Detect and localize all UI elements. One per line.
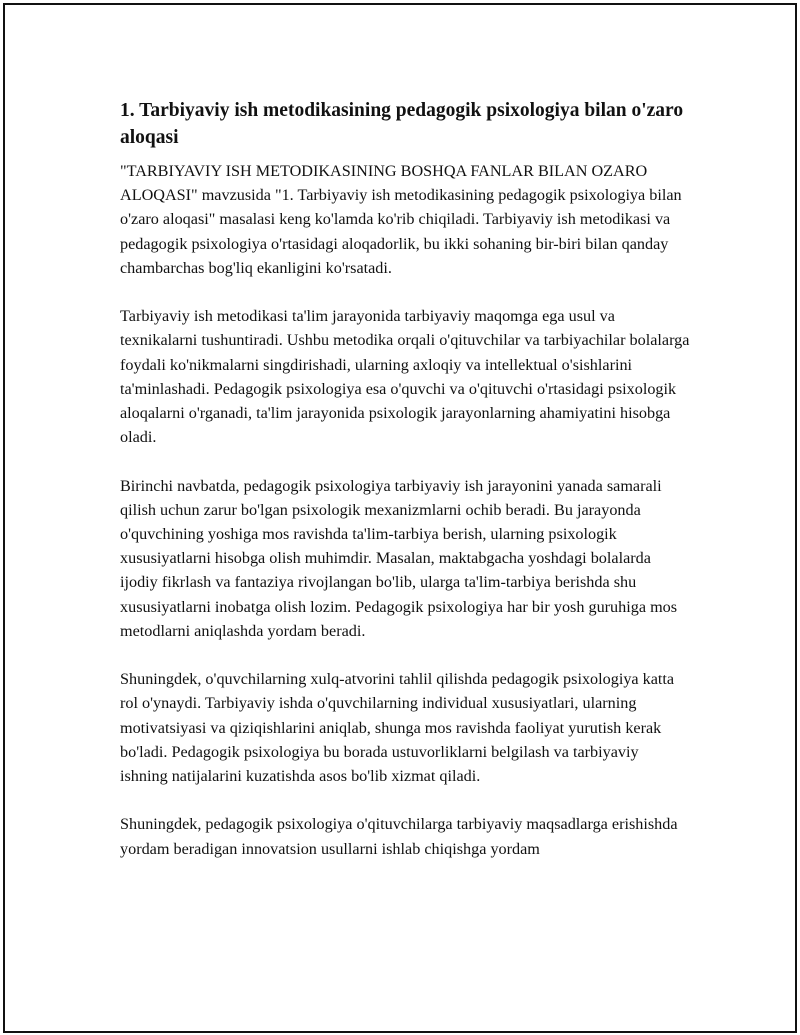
paragraph-5: Shuningdek, pedagogik psixologiya o'qituvchilarga tarbiyaviy maqsadlarga erishishda yordam beradigan innovatsion usullarni ishlab chiqishga yordam: [120, 815, 678, 858]
paragraph-1: "TARBIYAVIY ISH METODIKASINING BOSHQA FANLAR BILAN OZARO ALOQASI" mavzusida "1. Tarbiyaviy ish metodikasining pedagogik psixologiya bilan o'zaro aloqasi" masalasi keng ko'lamda ko'rib chiqiladi. Tarbiyaviy ish metodikasi va pedagogik psixologiya o'rtasidagi aloqadorlik, bu ikki sohaning bir-biri bilan qanday chambarchas bog'liq ekanligini ko'rsatadi.: [120, 162, 682, 277]
paragraph-4: Shuningdek, o'quvchilarning xulq-atvorini tahlil qilishda pedagogik psixologiya katta rol o'ynaydi. Tarbiyaviy ishda o'quvchilarning individual xususiyatlari, ularning motivatsiyasi va qiziqishlarini aniqlab, shunga mos ravishda faoliyat yurutish kerak bo'ladi. Pedagogik psixologiya bu borada ustuvorliklarni belgilash va tarbiyaviy ishning natijalarini kuzatishda asos bo'lib xizmat qiladi.: [120, 670, 675, 786]
document-page: [3, 3, 797, 1033]
paragraph-3: Birinchi navbatda, pedagogik psixologiya tarbiyaviy ish jarayonini yanada samarali qilish uchun zarur bo'lgan psixologik mexanizmlarni ochib beradi. Bu jarayonda o'quvchining yoshiga mos ravishda ta'lim-tarbiya berish, ularning psixologik xususiyatlarni hisobga olish muhimdir. Masalan, maktabgacha yoshdagi bolalarda ijodiy fikrlash va fantaziya rivojlangan bo'lib, ularga ta'lim-tarbiya berishda shu xususiyatlarni inobatga olish lozim. Pedagogik psixologiya har bir yosh guruhiga mos metodlarni aniqlashda yordam beradi.: [120, 476, 678, 640]
paragraph-2: Tarbiyaviy ish metodikasi ta'lim jarayonida tarbiyaviy maqomga ega usul va texnikalarni tushuntiradi. Ushbu metodika orqali o'qituvchilar va tarbiyachilar bolalarga foydali ko'nikmalarni singdirishadi, ularning axloqiy va intellektual o'sishlarini ta'minlashadi. Pedagogik psixologiya esa o'quvchi va o'qituvchi o'rtasidagi psixologik aloqalarni o'rganadi, ta'lim jarayonida psixologik jarayonlarning ahamiyatini hisobga oladi.: [120, 307, 690, 447]
section-heading: 1. Tarbiyaviy ish metodikasining pedagogik psixologiya bilan o'zaro aloqasi: [120, 100, 684, 148]
document-content: [120, 97, 690, 885]
